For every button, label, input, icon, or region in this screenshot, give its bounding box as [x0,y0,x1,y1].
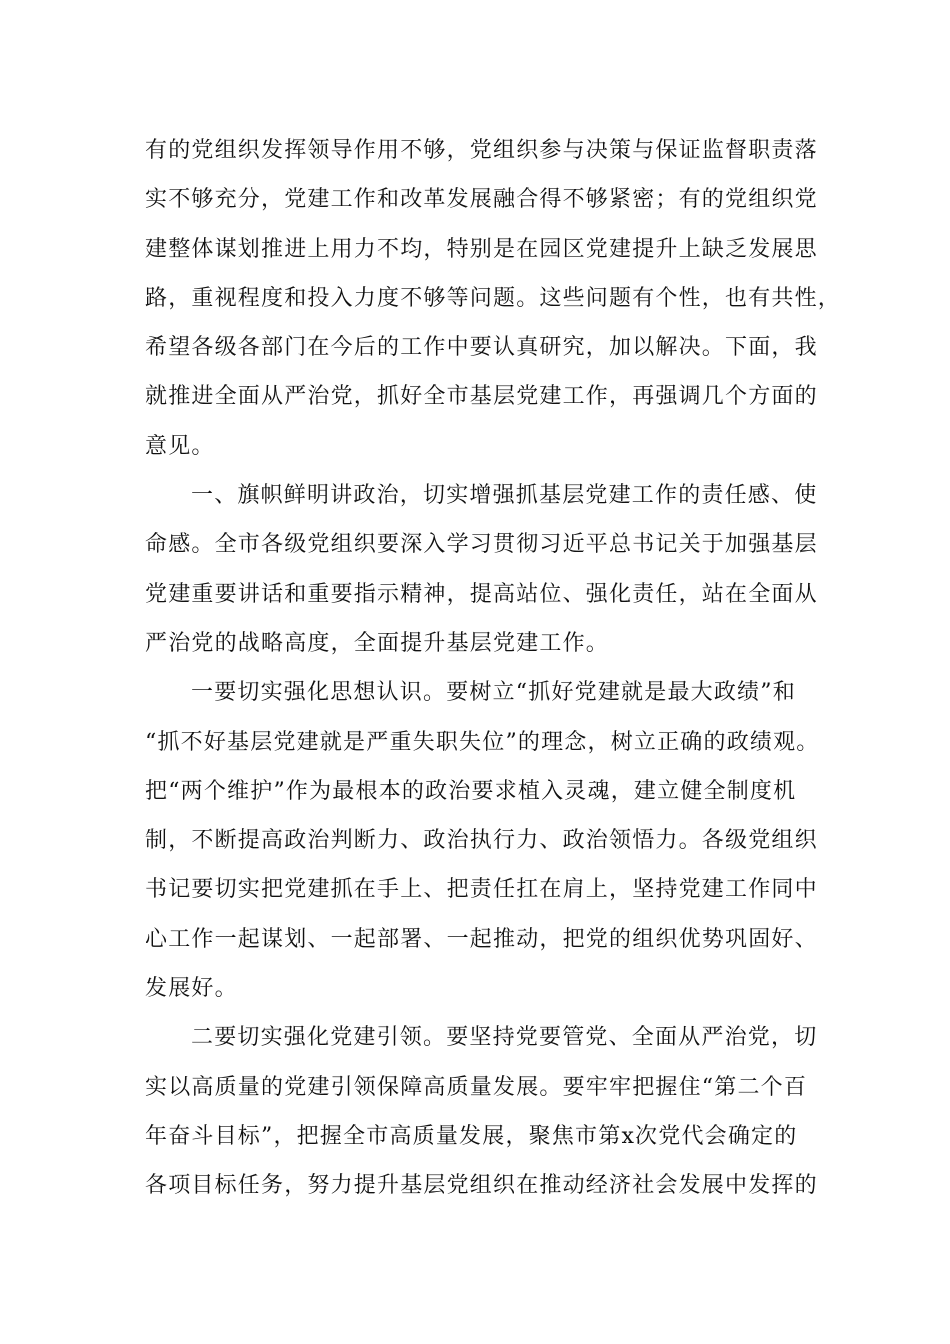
text-line: 制，不断提高政治判断力、政治执行力、政治领悟力。各级党组织 [145,828,818,854]
paragraph-start-line: 二要切实强化党建引领。要坚持党要管党、全面从严治党，切 [191,1025,818,1051]
text-line: 实以高质量的党建引领保障高质量发展。要牢牢把握住“第二个百 [145,1074,808,1100]
section-heading-line: 一、旗帜鲜明讲政治，切实增强抓基层党建工作的责任感、使 [191,483,818,509]
text-line: 希望各级各部门在今后的工作中要认真研究，加以解决。下面，我 [145,335,818,361]
text-line: 党建重要讲话和重要指示精神，提高站位、强化责任，站在全面从 [145,581,818,607]
text-line: 各项目标任务，努力提升基层党组织在推动经济社会发展中发挥的 [145,1173,818,1199]
body-text [145,126,842,1211]
text-line: 意见。 [145,433,215,459]
text-line: 书记要切实把党建抓在手上、把责任扛在肩上，坚持党建工作同中 [145,877,818,903]
text-line: 心工作一起谋划、一起部署、一起推动，把党的组织优势巩固好、 [145,926,818,952]
text-line: “抓不好基层党建就是严重失职失位”的理念，树立正确的政绩观。 [145,729,820,755]
text-line: 有的党组织发挥领导作用不够，党组织参与决策与保证监督职责落 [145,138,818,163]
text-line: 路，重视程度和投入力度不够等问题。这些问题有个性，也有共性， [145,285,842,311]
text-line: 就推进全面从严治党，抓好全市基层党建工作，再强调几个方面的 [145,384,818,410]
text-line: 命感。全市各级党组织要深入学习贯彻习近平总书记关于加强基层 [145,532,818,558]
text-line: 把“两个维护”作为最根本的政治要求植入灵魂，建立健全制度机 [145,778,797,804]
text-line: 建整体谋划推进上用力不均，特别是在园区党建提升上缺乏发展思 [145,236,818,262]
paragraph-start-line: 一要切实强化思想认识。要树立“抓好党建就是最大政绩”和 [191,680,796,706]
text-line: 严治党的战略高度，全面提升基层党建工作。 [145,630,610,656]
text-line: 年奋斗目标”，把握全市高质量发展，聚焦市第x次党代会确定的 [145,1123,798,1149]
text-line: 实不够充分，党建工作和改革发展融合得不够紧密；有的党组织党 [145,187,818,213]
text-line: 发展好。 [145,976,238,1002]
